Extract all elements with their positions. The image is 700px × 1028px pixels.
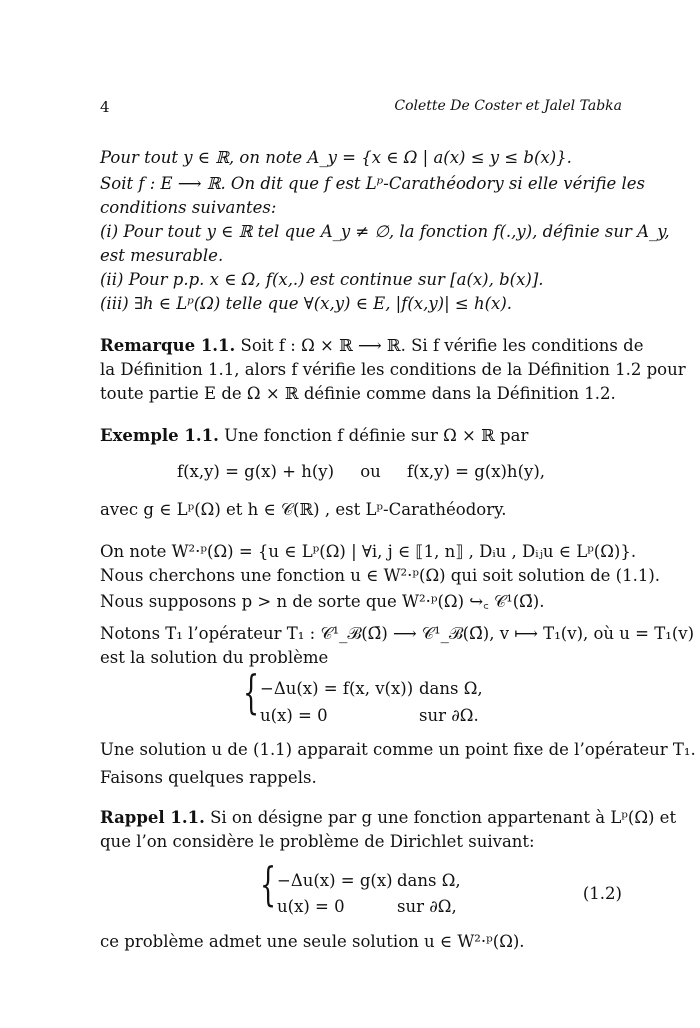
header-authors: Colette De Coster et Jalel Tabka xyxy=(394,98,622,114)
equation-number: (1.2) xyxy=(582,884,622,903)
rappel-label: Rappel 1.1. xyxy=(100,808,205,827)
remarque-line: la Définition 1.1, alors f vérifie les conditions de la Définition 1.2 pour xyxy=(100,360,686,379)
body-line: est la solution du problème xyxy=(100,648,329,667)
def-line: (i) Pour tout y ∈ ℝ tel que A_y ≠ ∅, la fonction f(.,y), définie sur A_y, xyxy=(100,222,670,241)
def-line: Soit f : E ⟶ ℝ. On dit que f est Lᵖ-Carathéodory si elle vérifie les xyxy=(100,174,646,193)
exemple-conclusion: avec g ∈ Lᵖ(Ω) et h ∈ 𝒞(ℝ) , est Lᵖ-Carathéodory. xyxy=(100,500,507,519)
body-line: Une solution u de (1.1) apparait comme un point fixe de l’opérateur T₁. xyxy=(100,740,696,759)
exemple-line xyxy=(100,424,528,448)
rappel-line: que l’on considère le problème de Dirichlet suivant: xyxy=(100,832,535,851)
body-line: ce problème admet une seule solution u ∈ W²·ᵖ(Ω). xyxy=(100,932,525,951)
body-line: Faisons quelques rappels. xyxy=(100,768,317,787)
rappel-text: Si on désigne par g une fonction appartenant à Lᵖ(Ω) et xyxy=(204,808,677,827)
body-line: Nous supposons p > n de sorte que W²·ᵖ(Ω) ↪꜀ 𝒞¹(Ω̄). xyxy=(100,592,545,611)
body-line: Nous cherchons une fonction u ∈ W²·ᵖ(Ω) qui soit solution de (1.1). xyxy=(100,566,661,585)
system2-eq2: u(x) = 0 xyxy=(277,897,345,916)
remarque-label: Remarque 1.1. xyxy=(100,336,236,355)
remarque-text: Soit f : Ω × ℝ ⟶ ℝ. Si f vérifie les conditions de xyxy=(235,336,644,355)
def-line: est mesurable. xyxy=(100,246,224,265)
remarque-line: toute partie E de Ω × ℝ définie comme dans la Définition 1.2. xyxy=(100,384,616,403)
system2-dom2: sur ∂Ω, xyxy=(397,897,457,916)
exemple-label: Exemple 1.1. xyxy=(100,426,219,445)
brace-symbol: { xyxy=(260,857,277,911)
def-line: (ii) Pour p.p. x ∈ Ω, f(x,.) est continue sur [a(x), b(x)]. xyxy=(100,270,544,289)
exemple-formula: f(x,y) = g(x) + h(y) ou f(x,y) = g(x)h(y), xyxy=(176,462,546,481)
brace-symbol: { xyxy=(243,665,260,719)
body-line: Notons T₁ l’opérateur T₁ : 𝒞¹_ℬ(Ω̄) ⟶ 𝒞¹_ℬ(Ω̄), v ⟼ T₁(v), où u = T₁(v) xyxy=(100,624,695,643)
system1-eq1: −Δu(x) = f(x, v(x)) xyxy=(260,679,414,698)
def-line: (iii) ∃h ∈ Lᵖ(Ω) telle que ∀(x,y) ∈ E, |f(x,y)| ≤ h(x). xyxy=(100,294,513,313)
page-number: 4 xyxy=(100,98,110,116)
remarque-line xyxy=(100,334,643,358)
def-line: Pour tout y ∈ ℝ, on note A_y = {x ∈ Ω | a(x) ≤ y ≤ b(x)}. xyxy=(100,148,572,167)
system1-dom2: sur ∂Ω. xyxy=(419,706,479,725)
system1-dom1: dans Ω, xyxy=(419,679,483,698)
exemple-text: Une fonction f définie sur Ω × ℝ par xyxy=(218,426,529,445)
system1-eq2: u(x) = 0 xyxy=(260,706,328,725)
def-line: conditions suivantes: xyxy=(100,198,277,217)
system2-eq1: −Δu(x) = g(x) xyxy=(277,871,393,890)
rappel-line xyxy=(100,806,676,830)
system2-dom1: dans Ω, xyxy=(397,871,461,890)
body-line: On note W²·ᵖ(Ω) = {u ∈ Lᵖ(Ω) | ∀i, j ∈ ⟦1, n⟧ , Dᵢu , Dᵢⱼu ∈ Lᵖ(Ω)}. xyxy=(100,542,637,561)
